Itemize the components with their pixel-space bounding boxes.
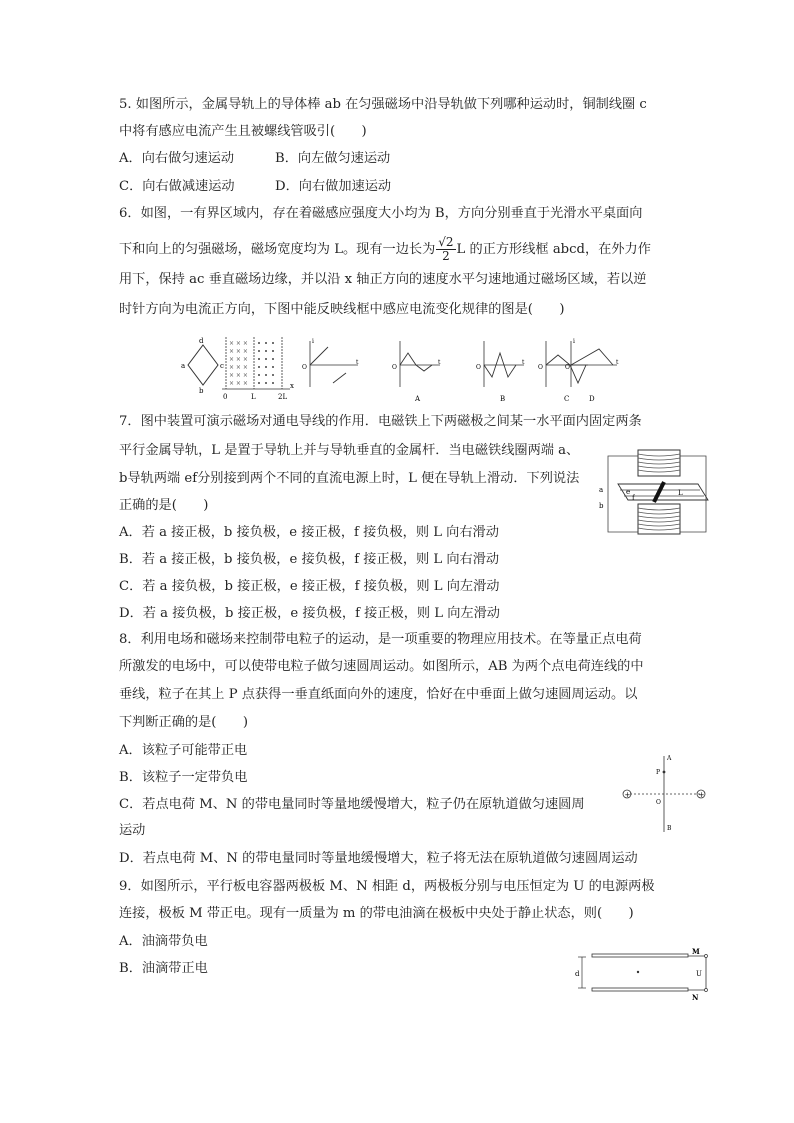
q7-stem-line3: b导轨两端 ef分别接到两个不同的直流电源上时，L 便在导轨上滑动．下列说法 [119,471,580,486]
q6-label-a: a [181,362,186,370]
q6-gb-o: O [476,364,481,371]
q7-label-e: e [626,488,631,496]
q6-ga-t: t [438,359,441,366]
q6-label-d: d [199,337,204,345]
q6-label-zero: 0 [223,393,228,401]
q7-metal-rod [654,482,664,502]
q7-label-b: b [599,502,604,510]
q9-label-M: M [692,947,700,956]
q6-stem-line4: 时针方向为电流正方向，下图中能反映线框中感应电流变化规律的图是( ) [119,302,565,317]
q5-option-d[interactable]: D．向右做加速运动 [275,179,392,194]
q5-option-c[interactable]: C．向右做减速运动 [119,179,235,194]
q8-label-O: O [656,799,661,806]
q7-option-a[interactable]: A．若 a 接正极，b 接负极，e 接正极，f 接负极，则 L 向右滑动 [119,525,499,540]
q7-figure [596,446,712,538]
q5-option-a[interactable]: A．向右做匀速运动 [119,151,235,166]
q6-g1-o: O [302,364,307,371]
q6-gc-o: O [538,364,543,371]
q8-charge-n: + [698,791,705,799]
q7-label-f: f [632,494,635,502]
q8-figure [616,750,712,834]
q6-label-c: c [220,362,224,370]
q6-stem-line1: 6．如图，一有界区域内，存在着磁感应强度大小均为 B，方向分别垂直于光滑水平桌面向 [119,206,643,221]
q6-label-L: L [251,393,256,401]
q6-label-b: b [199,387,204,395]
q9-stem-line2: 连接，极板 M 带正电。现有一质量为 m 的带电油滴在极板中央处于静止状态，则( ) [119,906,634,921]
q6-fraction-den: 2 [442,249,450,263]
svg-text:× × ×: × × × [229,380,248,387]
q6-g1-i: i [312,338,314,345]
q6-ga-o: O [392,364,397,371]
q6-stem-line2-pre: 下和向上的匀强磁场，磁场宽度均为 L。现有一边长为 [119,242,436,257]
svg-text:× × ×: × × × [229,348,248,355]
q7-option-d[interactable]: D．若 a 接负极，b 接正极，e 接负极，f 接正极，则 L 向左滑动 [119,606,500,621]
q6-stem-line3: 用下，保持 ac 垂直磁场边缘，并以沿 x 轴正方向的速度水平匀速地通过磁场区域，若以逆 [119,272,647,287]
q8-stem-line2: 所激发的电场中，可以使带电粒子做匀速圆周运动。如图所示，AB 为两个点电荷连线的中 [119,659,644,674]
q6-gd-o: O [565,364,570,371]
q6-graph-a [392,341,441,403]
q8-option-a[interactable]: A．该粒子可能带正电 [119,743,248,758]
q6-stem-line2 [119,236,651,263]
q6-gd-i: i [573,338,575,345]
svg-text:× × ×: × × × [229,356,248,363]
q7-label-L: L [678,489,683,497]
q8-option-c-cont: 运动 [119,823,146,838]
q5-option-b[interactable]: B．向左做匀速运动 [275,151,391,166]
q7-stem-line2: 平行金属导轨，L 是置于导轨上并与导轨垂直的金属杆．当电磁铁线圈两端 a、 [119,443,580,458]
q9-option-a[interactable]: A．油滴带负电 [119,934,208,949]
q6-fraction-num: √2 [438,235,454,249]
q6-fraction [436,236,455,263]
q7-stem-line1: 7．图中装置可演示磁场对通电导线的作用．电磁铁上下两磁极之间某一水平面内固定两条 [119,414,642,429]
q8-label-P: P [656,769,661,776]
q6-figure [178,335,598,407]
q6-gd-t: t [616,359,619,366]
q8-option-c[interactable]: C．若点电荷 M、N 的带电量同时等量地缓慢增大，粒子仍在原轨道做匀速圆周 [119,797,585,812]
q8-label-B: B [667,825,672,832]
q8-stem-line1: 8．利用电场和磁场来控制带电粒子的运动，是一项重要的物理应用技术。在等量正点电荷 [119,632,642,647]
q6-label-2L: 2L [278,393,288,401]
q6-gb-t: t [522,359,525,366]
q6-g1-t: t [356,359,359,366]
q7-option-c[interactable]: C．若 a 接负极，b 接正极，e 接正极，f 接负极，则 L 向左滑动 [119,579,500,594]
q8-stem-line3: 垂线，粒子在其上 P 点获得一垂直纸面向外的速度，恰好在中垂面上做匀速圆周运动。以 [119,687,638,702]
q9-label-N: N [692,993,699,1002]
q6-stem-line2-post: L 的正方形线框 abcd，在外力作 [456,242,651,257]
q9-label-d: d [575,970,580,978]
q8-option-d[interactable]: D．若点电荷 M、N 的带电量同时等量地缓慢增大，粒子将无法在原轨道做匀速圆周运动 [119,851,638,866]
q6-graph-1 [302,338,359,387]
q6-label-x: x [290,382,294,390]
q8-option-b[interactable]: B．该粒子一定带负电 [119,770,248,785]
q9-stem-line1: 9．如图所示，平行板电容器两极板 M、N 相距 d，两极板分别与电压恒定为 U 的电源两极 [119,879,655,894]
svg-text:× × ×: × × × [229,364,248,371]
q7-stem-line4: 正确的是( ) [119,498,209,513]
q6-graph-a-label: A [415,395,421,403]
q6-graph-b [476,341,525,403]
svg-text:× × ×: × × × [229,340,248,347]
svg-text:× × ×: × × × [229,372,248,379]
q5-stem-line2: 中将有感应电流产生且被螺线管吸引( ) [119,124,367,139]
q9-option-b[interactable]: B．油滴带正电 [119,961,208,976]
q7-option-b[interactable]: B．若 a 接正极，b 接负极，e 接负极，f 接正极，则 L 向右滑动 [119,552,500,567]
q5-stem-line1: 5. 如图所示，金属导轨上的导体棒 ab 在匀强磁场中沿导轨做下列哪种运动时，铜制线圈 c [119,97,647,112]
q8-stem-line4: 下判断正确的是( ) [119,715,248,730]
q8-charge-m: + [624,791,631,799]
q6-graph-d [565,335,623,407]
q9-label-U: U [696,970,702,978]
q6-graph-c-label: C [564,395,570,403]
q7-label-a: a [599,486,604,494]
q9-figure [574,946,714,1004]
q6-graph-b-label: B [500,395,506,403]
q6-square-frame [188,345,218,385]
q8-label-A: A [667,755,672,762]
q6-graph-d-label: D [589,395,595,403]
